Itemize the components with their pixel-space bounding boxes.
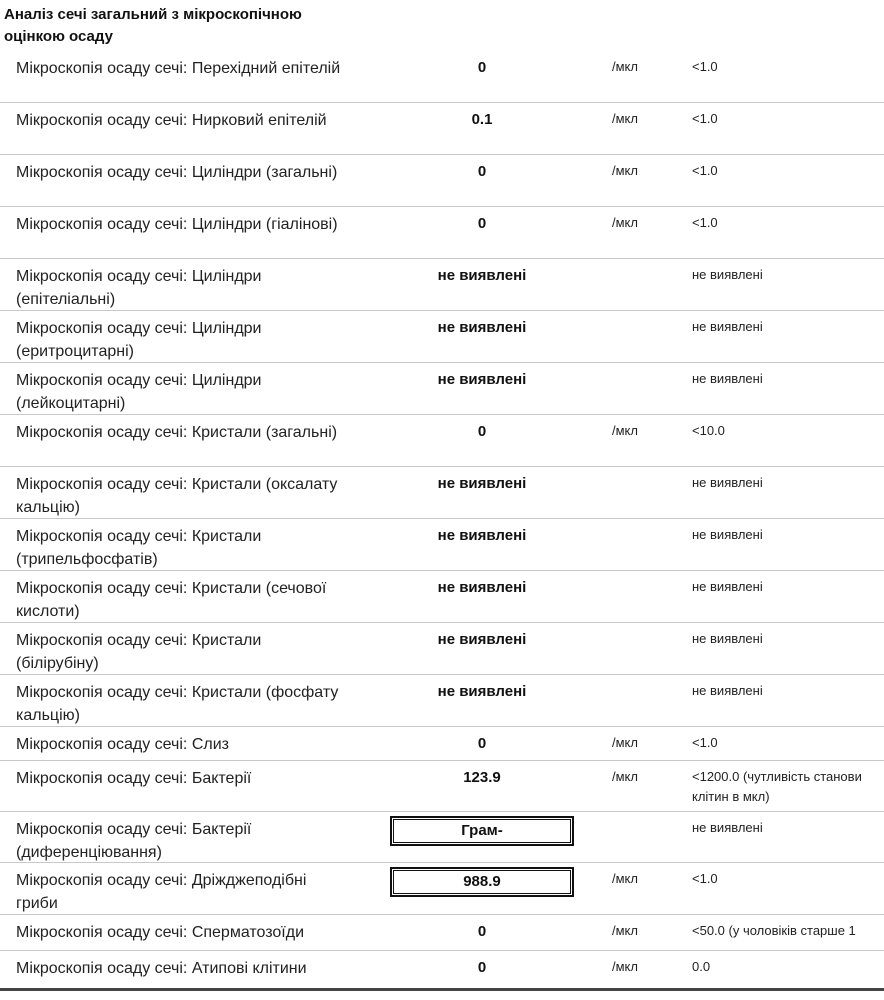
test-name: Мікроскопія осаду сечі: Нирковий епітелій — [16, 112, 327, 129]
test-unit: /мкл — [612, 871, 638, 886]
table-row — [0, 467, 884, 519]
test-value: 123.9 — [463, 769, 501, 786]
table-row — [0, 623, 884, 675]
reference-range: не виявлені — [692, 527, 763, 542]
test-unit: /мкл — [612, 735, 638, 750]
test-value-highlighted: Грам- — [390, 816, 574, 846]
test-name: Мікроскопія осаду сечі: Кристали (білірубіну) — [16, 632, 262, 672]
table-row — [0, 863, 884, 915]
test-name: Мікроскопія осаду сечі: Бактерії (диференціювання) — [16, 821, 252, 861]
test-name: Мікроскопія осаду сечі: Кристали (трипельфосфатів) — [16, 528, 262, 568]
reference-range: не виявлені — [692, 371, 763, 386]
report-section-title: Аналіз сечі загальний з мікроскопічною оцінкою осаду — [4, 6, 302, 45]
test-value-highlighted: 988.9 — [390, 867, 574, 897]
test-name: Мікроскопія осаду сечі: Кристали (оксалату кальцію) — [16, 476, 338, 516]
test-name: Мікроскопія осаду сечі: Дріжджеподібні гриби — [16, 872, 307, 912]
reference-range: не виявлені — [692, 319, 763, 334]
table-row — [0, 675, 884, 727]
test-value: не виявлені — [437, 527, 527, 544]
table-row — [0, 259, 884, 311]
table-row — [0, 311, 884, 363]
test-unit: /мкл — [612, 423, 638, 438]
test-name: Мікроскопія осаду сечі: Циліндри (епітеліальні) — [16, 268, 262, 308]
reference-range: <1.0 — [692, 111, 718, 126]
test-name: Мікроскопія осаду сечі: Циліндри (еритроцитарні) — [16, 320, 262, 360]
test-value: 0 — [477, 923, 487, 940]
reference-range: не виявлені — [692, 820, 763, 835]
reference-range: <50.0 (у чоловіків старше 1 — [692, 923, 856, 938]
table-row — [0, 103, 884, 155]
reference-range: не виявлені — [692, 475, 763, 490]
test-name: Мікроскопія осаду сечі: Бактерії — [16, 770, 252, 787]
reference-range: 0.0 — [692, 959, 711, 974]
test-unit: /мкл — [612, 923, 638, 938]
test-name: Мікроскопія осаду сечі: Кристали (сечової кислоти) — [16, 580, 327, 620]
test-value: не виявлені — [437, 683, 527, 700]
reference-range: <1.0 — [692, 215, 718, 230]
reference-range: <1.0 — [692, 871, 718, 886]
test-value: не виявлені — [437, 267, 527, 284]
table-row — [0, 727, 884, 761]
test-name: Мікроскопія осаду сечі: Циліндри (лейкоцитарні) — [16, 372, 262, 412]
table-row — [0, 155, 884, 207]
test-value: 0.1 — [471, 111, 493, 128]
test-name: Мікроскопія осаду сечі: Кристали (фосфату кальцію) — [16, 684, 339, 724]
reference-range: <1.0 — [692, 735, 718, 750]
reference-range: <1200.0 (чутливість станови клітин в мкл) — [692, 769, 862, 804]
reference-range: не виявлені — [692, 683, 763, 698]
table-row — [0, 207, 884, 259]
results-table — [0, 51, 884, 991]
table-row — [0, 51, 884, 103]
reference-range: не виявлені — [692, 579, 763, 594]
test-name: Мікроскопія осаду сечі: Сперматозоїди — [16, 924, 305, 941]
test-unit: /мкл — [612, 163, 638, 178]
reference-range: <1.0 — [692, 163, 718, 178]
test-unit: /мкл — [612, 959, 638, 974]
test-name: Мікроскопія осаду сечі: Перехідний епітелій — [16, 60, 341, 77]
test-value: 0 — [477, 59, 487, 76]
test-unit: /мкл — [612, 769, 638, 784]
test-name: Мікроскопія осаду сечі: Слиз — [16, 736, 229, 753]
table-row — [0, 812, 884, 863]
test-name: Мікроскопія осаду сечі: Циліндри (загальні) — [16, 164, 338, 181]
test-name: Мікроскопія осаду сечі: Кристали (загальні) — [16, 424, 338, 441]
test-unit: /мкл — [612, 59, 638, 74]
test-value: 0 — [477, 215, 487, 232]
test-name: Мікроскопія осаду сечі: Циліндри (гіалінові) — [16, 216, 338, 233]
test-value: не виявлені — [437, 475, 527, 492]
table-row — [0, 415, 884, 467]
reference-range: не виявлені — [692, 631, 763, 646]
test-value: не виявлені — [437, 579, 527, 596]
table-row — [0, 915, 884, 951]
table-row — [0, 761, 884, 812]
test-value: 0 — [477, 959, 487, 976]
reference-range: <1.0 — [692, 59, 718, 74]
reference-range: <10.0 — [692, 423, 725, 438]
test-value: 0 — [477, 423, 487, 440]
test-value: не виявлені — [437, 319, 527, 336]
table-row — [0, 363, 884, 415]
reference-range: не виявлені — [692, 267, 763, 282]
test-value: не виявлені — [437, 371, 527, 388]
table-row — [0, 951, 884, 991]
table-row — [0, 519, 884, 571]
test-unit: /мкл — [612, 215, 638, 230]
test-name: Мікроскопія осаду сечі: Атипові клітини — [16, 960, 307, 977]
table-row — [0, 571, 884, 623]
test-value: 0 — [477, 735, 487, 752]
test-unit: /мкл — [612, 111, 638, 126]
test-value: не виявлені — [437, 631, 527, 648]
test-value: 0 — [477, 163, 487, 180]
